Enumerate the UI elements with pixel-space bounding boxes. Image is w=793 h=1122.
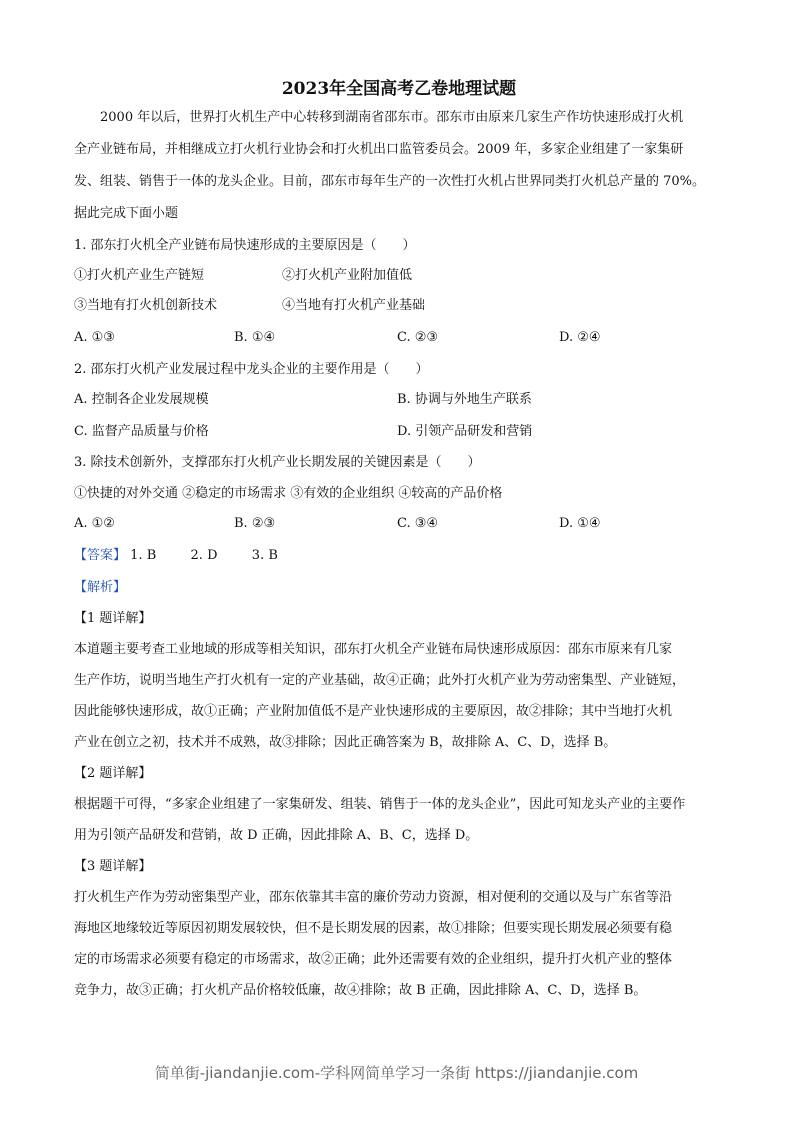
q1-item: ②打火机产业附加值低 [282,268,413,283]
detail-2-line: 用为引领产品研发和营销，故 D 正确，因此排除 A、B、C，选择 D。 [74,828,479,843]
q1-item: ④当地有打火机产业基础 [282,298,426,313]
analysis-label: 【解析】 [74,580,127,595]
answer-value: 2. D [190,548,218,563]
detail-2-heading: 【2 题详解】 [74,766,152,781]
detail-1-line: 本道题主要考查工业地域的形成等相关知识，邵东打火机全产业链布局快速形成原因：邵东市原来有几家 [74,642,673,657]
q3-option-b: B. ②③ [234,516,276,531]
detail-3-heading: 【3 题详解】 [74,859,152,874]
q2-option-c: C. 监督产品质量与价格 [74,424,209,439]
passage-line: 发、组装、销售于一体的龙头企业。目前，邵东市每年生产的一次性打火机占世界同类打火机总产量的 70%。 [74,174,706,189]
detail-3-line: 竞争力，故③正确；打火机产品价格较低廉，故④排除；故 B 正确，因此排除 A、C、D，选择 B。 [74,983,647,998]
detail-3-line: 海地区地缘较近等原因初期发展较快，但不是长期发展的因素，故①排除；但要实现长期发展必须要有稳 [74,921,673,936]
question-2-stem: 2. 邵东打火机产业发展过程中龙头企业的主要作用是（ ） [74,362,429,377]
q1-option-d: D. ②④ [559,330,601,345]
q3-items: ①快捷的对外交通 ②稳定的市场需求 ③有效的企业组织 ④较高的产品价格 [74,486,503,501]
q1-item: ①打火机产业生产链短 [74,268,205,283]
detail-1-line: 因此能够快速形成，故①正确；产业附加值低不是产业快速形成的主要原因，故②排除；其中当地打火机 [74,704,673,719]
detail-3-line: 定的市场需求必须要有稳定的市场需求，故②正确；此外还需要有效的企业组织，提升打火机产业的整体 [74,952,673,967]
q1-option-c: C. ②③ [397,330,439,345]
q2-option-a: A. 控制各企业发展规模 [74,392,209,407]
q1-option-b: B. ①④ [234,330,276,345]
q3-option-c: C. ③④ [397,516,439,531]
answer-row [74,546,278,566]
question-1-stem: 1. 邵东打火机全产业链布局快速形成的主要原因是（ ） [74,238,416,253]
answer-value: 1. B [130,548,157,563]
q3-option-d: D. ①④ [559,516,601,531]
passage-line: 2000 年以后，世界打火机生产中心转移到湖南省邵东市。邵东市由原来几家生产作坊快速形成打火机 [100,110,684,125]
detail-1-heading: 【1 题详解】 [74,611,152,626]
detail-1-line: 产业在创立之初，技术并不成熟，故③排除；因此正确答案为 B，故排除 A、C、D，选择 B。 [74,735,617,750]
footer-watermark: 简单街-jiandanjie.com-学科网简单学习一条街 https://jiandanjie.com [154,1064,639,1082]
page-title: 2023年全国高考乙卷地理试题 [281,79,517,99]
answer-value: 3. B [251,548,278,563]
q1-option-a: A. ①③ [74,330,115,345]
detail-3-line: 打火机生产作为劳动密集型产业，邵东依靠其丰富的廉价劳动力资源，相对便利的交通以及与广东省等沿 [74,890,673,905]
q3-option-a: A. ①② [74,516,115,531]
q2-option-d: D. 引领产品研发和营销 [397,424,533,439]
question-3-stem: 3. 除技术创新外，支撑邵东打火机产业长期发展的关键因素是（ ） [74,455,481,470]
q2-option-b: B. 协调与外地生产联系 [397,392,532,407]
answer-label: 【答案】 [74,548,127,563]
q1-item: ③当地有打火机创新技术 [74,298,218,313]
detail-2-line: 根据题干可得，“多家企业组建了一家集研发、组装、销售于一体的龙头企业”，因此可知龙头产业的主要作 [74,797,686,812]
detail-1-line: 生产作坊，说明当地生产打火机有一定的产业基础，故④正确；此外打火机产业为劳动密集型、产业链短， [74,673,686,688]
passage-line: 据此完成下面小题 [74,206,179,221]
passage-line: 全产业链布局，并相继成立打火机行业协会和打火机出口监管委员会。2009 年，多家企业组建了一家集研 [74,142,684,157]
